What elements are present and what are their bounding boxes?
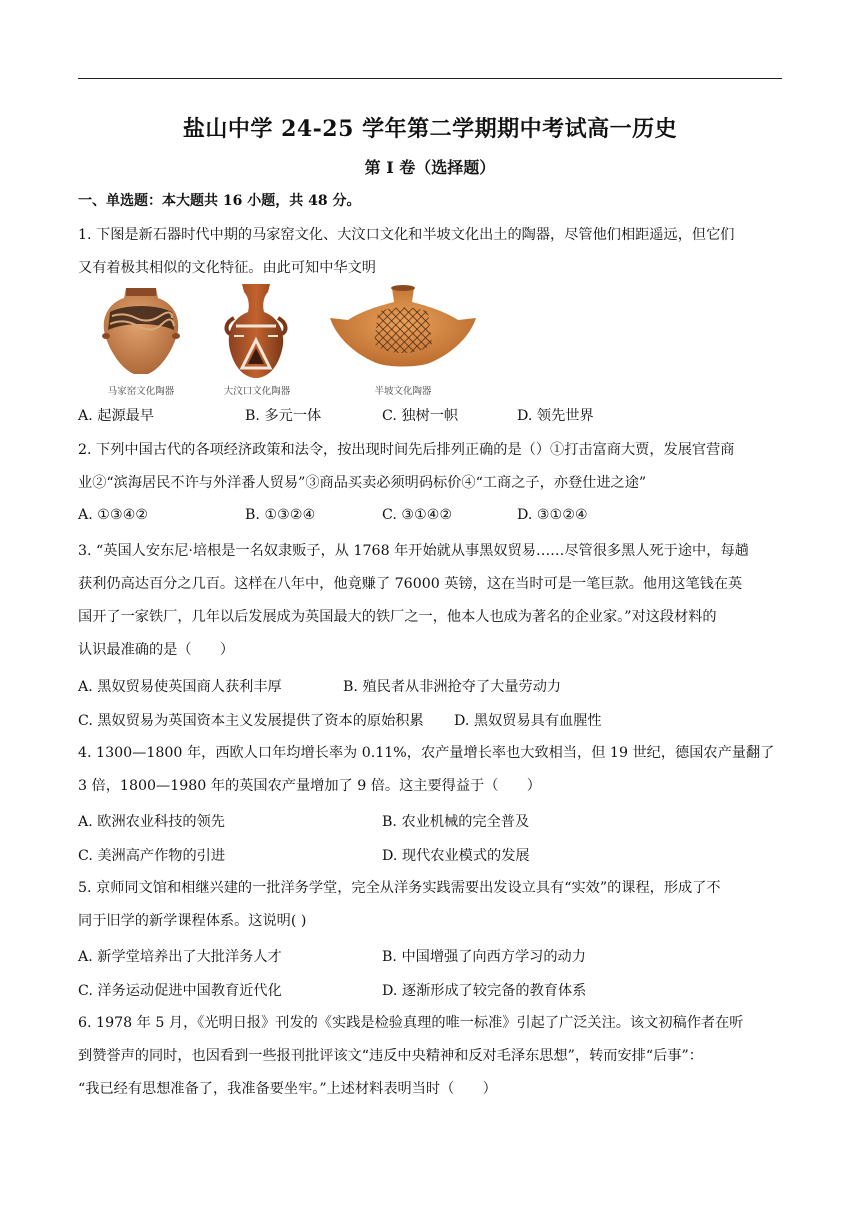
q2-option-b[interactable]: B. ①③②④ xyxy=(245,507,316,523)
q1-option-d[interactable]: D. 领先世界 xyxy=(517,408,594,424)
q1-stem-line2: 又有着极其相似的文化特征。由此可知中华文明 xyxy=(78,260,376,276)
q3-option-d[interactable]: D. 黑奴贸易具有血腥性 xyxy=(454,713,602,729)
q2-option-a[interactable]: A. ①③④② xyxy=(78,507,149,523)
header-rule xyxy=(78,78,782,79)
q3-stem-line3: 国开了一家铁厂，几年以后发展成为英国最大的铁厂之一，他本人也成为著名的企业家。”对这段材料的 xyxy=(78,609,717,625)
q1-option-b[interactable]: B. 多元一体 xyxy=(245,408,322,424)
exam-title: 盐山中学 24-25 学年第二学期期中考试高一历史 xyxy=(182,116,678,142)
q3-option-a[interactable]: A. 黑奴贸易使英国商人获利丰厚 xyxy=(78,679,282,695)
q4-option-b[interactable]: B. 农业机械的完全普及 xyxy=(382,814,530,830)
banpo-caption: 半坡文化陶器 xyxy=(374,386,432,397)
q4-stem-line1: 4. 1300—1800 年，西欧人口年均增长率为 0.11%，农产量增长率也大致相当，但 19 世纪，德国农产量翻了 xyxy=(78,745,775,761)
banpo-pottery-figure xyxy=(328,282,478,397)
q3-option-b[interactable]: B. 殖民者从非洲抢夺了大量劳动力 xyxy=(343,679,562,695)
q3-option-c[interactable]: C. 黑奴贸易为英国资本主义发展提供了资本的原始积累 xyxy=(78,713,424,729)
majiayao-caption: 马家窑文化陶器 xyxy=(107,386,175,397)
section-heading: 一、单选题：本大题共 16 小题，共 48 分。 xyxy=(78,193,361,209)
q5-option-c[interactable]: C. 洋务运动促进中国教育近代化 xyxy=(78,983,282,999)
q5-option-d[interactable]: D. 逐渐形成了较完备的教育体系 xyxy=(382,983,587,999)
q2-option-c[interactable]: C. ③①④② xyxy=(382,507,453,523)
q2-stem-line2: 业②“滨海居民不许与外洋番人贸易”③商品买卖必须明码标价④“工商之子，亦登仕进之途” xyxy=(78,475,647,491)
dawenkou-pottery-figure xyxy=(212,282,302,397)
majiayao-pottery-image xyxy=(96,282,186,382)
banpo-pottery-image xyxy=(328,282,478,382)
q2-stem-line1: 2. 下列中国古代的各项经济政策和法令，按出现时间先后排列正确的是（）①打击富商大贾，发展官营商 xyxy=(78,442,735,458)
q4-option-a[interactable]: A. 欧洲农业科技的领先 xyxy=(78,814,225,830)
q5-option-a[interactable]: A. 新学堂培养出了大批洋务人才 xyxy=(78,949,282,965)
q3-stem-line4: 认识最准确的是（ ） xyxy=(78,642,235,658)
q4-stem-line2: 3 倍，1800—1980 年的英国农产量增加了 9 倍。这主要得益于（ ） xyxy=(78,778,541,794)
q5-stem-line2: 同于旧学的新学课程体系。这说明( ) xyxy=(78,913,307,929)
q3-stem-line2: 获利仍高达百分之几百。这样在八年中，他竟赚了 76000 英镑，这在当时可是一笔巨款。他用这笔钱在英 xyxy=(78,576,743,592)
q1-stem-line1: 1. 下图是新石器时代中期的马家窑文化、大汶口文化和半坡文化出土的陶器，尽管他们相距遥远，但它们 xyxy=(78,227,735,243)
q3-stem-line1: 3. “英国人安东尼·培根是一名奴隶贩子，从 1768 年开始就从事黑奴贸易……尽管很多黑人死于途中，每趟 xyxy=(78,543,749,559)
q6-stem-line1: 6. 1978 年 5 月，《光明日报》刊发的《实践是检验真理的唯一标准》引起了广泛关注。该文初稿作者在听 xyxy=(78,1015,744,1031)
q2-option-d[interactable]: D. ③①②④ xyxy=(517,507,588,523)
q5-option-b[interactable]: B. 中国增强了向西方学习的动力 xyxy=(382,949,586,965)
dawenkou-pottery-image xyxy=(212,282,302,382)
q6-stem-line3: “我已经有思想准备了，我准备要坐牢。”上述材料表明当时（ ） xyxy=(78,1081,497,1097)
exam-subtitle: 第 I 卷（选择题） xyxy=(364,158,496,177)
dawenkou-caption: 大汶口文化陶器 xyxy=(223,386,291,397)
q1-option-c[interactable]: C. 独树一帜 xyxy=(382,408,459,424)
q1-option-a[interactable]: A. 起源最早 xyxy=(78,408,155,424)
majiayao-pottery-figure xyxy=(96,282,186,397)
q4-option-c[interactable]: C. 美洲高产作物的引进 xyxy=(78,848,226,864)
q6-stem-line2: 到赞誉声的同时，也因看到一些报刊批评该文“违反中央精神和反对毛泽东思想”，转而安排“后事”： xyxy=(78,1048,703,1064)
q4-option-d[interactable]: D. 现代农业模式的发展 xyxy=(382,848,530,864)
q5-stem-line1: 5. 京师同文馆和相继兴建的一批洋务学堂，完全从洋务实践需要出发设立具有“实效”的课程，形成了不 xyxy=(78,880,721,896)
